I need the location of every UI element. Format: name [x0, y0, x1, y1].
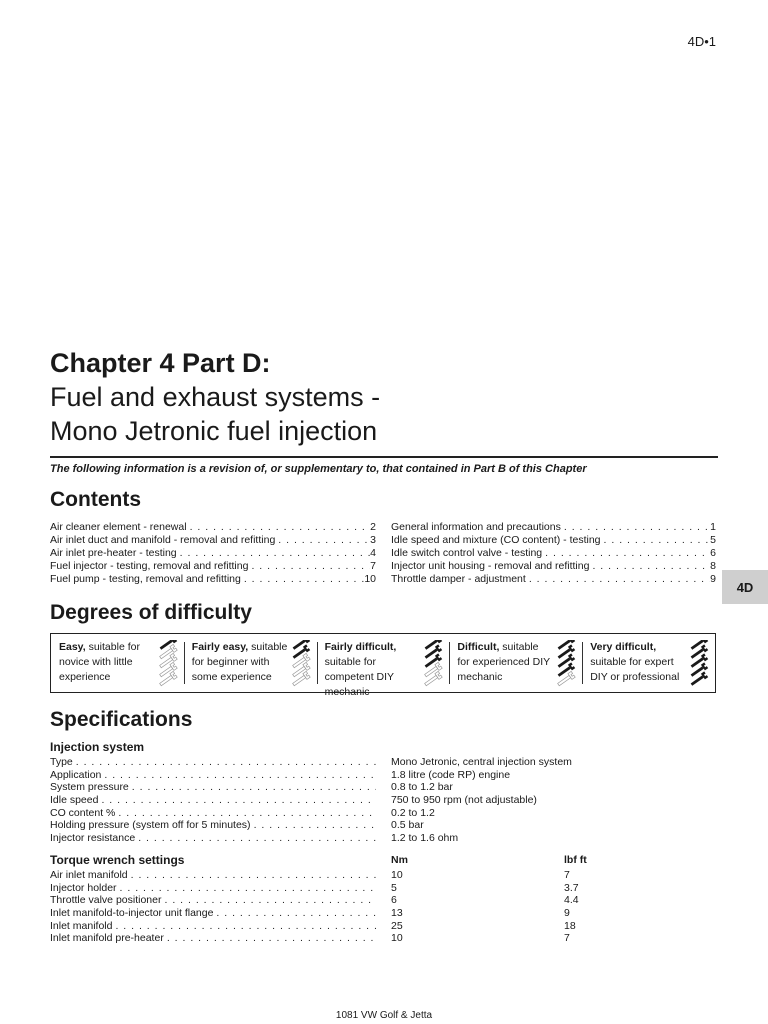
spec-row: CO content % . . . 0.2 to 1.2 — [50, 807, 718, 820]
difficulty-difficult: Difficult, suitable for experienced DIY mechanic — [449, 634, 582, 692]
contents-column-right — [391, 521, 716, 586]
chapter-subtitle-line-1: Fuel and exhaust systems - — [50, 382, 381, 412]
spec-row: Type . . . Mono Jetronic, central injection system — [50, 756, 718, 769]
contents-column-left — [50, 521, 376, 586]
torque-heading: Torque wrench settings — [50, 853, 185, 867]
nm-column-header: Nm — [391, 854, 408, 866]
torque-row: Throttle valve positioner . . . 6 4.4 — [50, 894, 718, 907]
toc-item[interactable]: Idle switch control valve - testing . . . 6 — [391, 547, 716, 560]
page-footer: 1081 VW Golf & Jetta — [335, 1010, 433, 1021]
wrench-rating-icon — [685, 640, 711, 688]
toc-item[interactable]: Injector unit housing - removal and refitting . . . 8 — [391, 560, 716, 573]
revision-note: The following information is a revision of, or supplementary to, that contained in Part B of this Chapter — [50, 463, 587, 475]
toc-item[interactable]: Throttle damper - adjustment . . . 9 — [391, 573, 716, 586]
spec-row: Injector resistance . . . 1.2 to 1.6 ohm — [50, 832, 718, 845]
torque-wrench-settings — [50, 853, 718, 945]
contents-heading: Contents — [50, 488, 141, 511]
specifications-heading: Specifications — [50, 708, 193, 731]
toc-item[interactable]: Air inlet pre-heater - testing . . . 4 — [50, 547, 376, 560]
toc-item[interactable]: General information and precautions . . . 1 — [391, 521, 716, 534]
title-divider — [50, 456, 718, 458]
toc-item[interactable]: Air cleaner element - renewal . . . 2 — [50, 521, 376, 534]
chapter-title-block — [50, 346, 718, 448]
toc-item[interactable]: Air inlet duct and manifold - removal and refitting . . . 3 — [50, 534, 376, 547]
torque-row: Inlet manifold pre-heater . . . 10 7 — [50, 932, 718, 945]
wrench-rating-icon — [154, 640, 180, 688]
spec-row: System pressure . . . 0.8 to 1.2 bar — [50, 781, 718, 794]
wrench-rating-icon — [287, 640, 313, 688]
injection-system-specs — [50, 740, 718, 845]
spec-row: Idle speed . . . 750 to 950 rpm (not adjustable) — [50, 794, 718, 807]
torque-row: Injector holder . . . 5 3.7 — [50, 882, 718, 895]
chapter-tab-badge: 4D — [722, 570, 768, 604]
chapter-heading: Chapter 4 Part D: — [50, 348, 271, 378]
lbf-column-header: lbf ft — [564, 854, 587, 866]
difficulty-legend — [50, 633, 716, 698]
toc-item[interactable]: Idle speed and mixture (CO content) - testing . . . 5 — [391, 534, 716, 547]
difficulty-very-difficult: Very difficult, suitable for expert DIY or professional — [582, 634, 715, 692]
difficulty-easy: Easy, suitable for novice with little experience — [51, 634, 184, 692]
chapter-subtitle-line-2: Mono Jetronic fuel injection — [50, 416, 378, 446]
torque-row: Inlet manifold-to-injector unit flange . . . 13 9 — [50, 907, 718, 920]
wrench-rating-icon — [419, 640, 445, 688]
torque-header — [50, 853, 718, 869]
torque-row: Air inlet manifold . . . 10 7 — [50, 869, 718, 882]
wrench-rating-icon — [552, 640, 578, 688]
toc-item[interactable]: Fuel pump - testing, removal and refitting . . . 10 — [50, 573, 376, 586]
difficulty-heading: Degrees of difficulty — [50, 601, 252, 624]
injection-system-heading: Injection system — [50, 740, 145, 754]
wrench-outline-icon — [158, 671, 177, 687]
difficulty-fairly-easy: Fairly easy, suitable for beginner with some experience — [184, 634, 317, 692]
spec-row: Application . . . 1.8 litre (code RP) engine — [50, 769, 718, 782]
wrench-outline-icon — [291, 671, 310, 687]
spec-row: Holding pressure (system off for 5 minutes) . . . 0.5 bar — [50, 819, 718, 832]
difficulty-fairly-difficult: Fairly difficult, suitable for competent DIY mechanic — [317, 634, 450, 692]
page-number: 4D•1 — [687, 34, 716, 49]
toc-item[interactable]: Fuel injector - testing, removal and refitting . . . 7 — [50, 560, 376, 573]
wrench-outline-icon — [424, 671, 443, 687]
torque-row: Inlet manifold . . . 25 18 — [50, 920, 718, 933]
